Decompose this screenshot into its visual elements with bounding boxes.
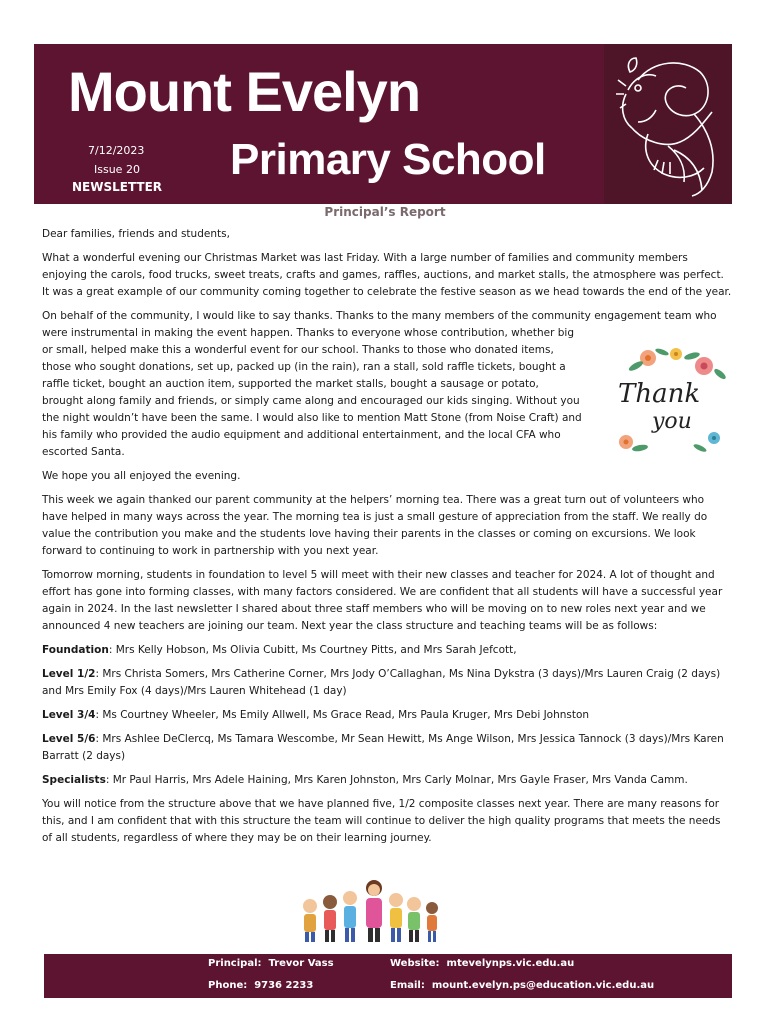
- team-label: Level 5/6: [42, 733, 96, 745]
- team-foundation: [42, 642, 732, 659]
- paragraph-enjoyed: We hope you all enjoyed the evening.: [42, 470, 241, 482]
- website-label: Website:: [390, 958, 440, 969]
- issue-date: 7/12/2023: [88, 144, 145, 157]
- principal-label: Principal:: [208, 958, 262, 969]
- email-link[interactable]: mount.evelyn.ps@education.vic.edu.au: [431, 980, 655, 991]
- masthead: [34, 44, 732, 204]
- thank-text: Thank: [618, 379, 701, 409]
- email-label: Email:: [390, 980, 425, 991]
- phone-info: [208, 980, 313, 991]
- team-label: Level 1/2: [42, 668, 96, 680]
- team-level-1-2: [42, 666, 732, 700]
- team-specialists: [42, 772, 732, 789]
- team-label: Specialists: [42, 774, 106, 786]
- team-members: : Ms Courtney Wheeler, Ms Emily Allwell, Ms Grace Read, Mrs Paula Kruger, Mrs Debi Johnston: [95, 709, 590, 721]
- team-level-5-6: [42, 731, 732, 765]
- you-text: you: [652, 409, 692, 434]
- team-members: : Mrs Kelly Hobson, Ms Olivia Cubitt, Ms Courtney Pitts, and Mrs Sarah Jefcott,: [108, 644, 517, 656]
- thank-you-floral-image: [596, 344, 736, 454]
- report-body: [42, 226, 732, 854]
- issue-number: Issue 20: [94, 163, 140, 176]
- phone-number: 9736 2233: [254, 980, 314, 991]
- emblem-panel: [604, 44, 732, 204]
- email-info: [390, 980, 654, 991]
- paragraph-morning-tea: This week we again thanked our parent community at the helpers’ morning tea. There was a great turn out of volunteers who have helped in many ways across the year. The morning tea is just a small gesture of appreciation from the staff. We really do value the contribution you make and the students love having their parents in the classes or coming on excursions. We look forward to continuing to work in partnership with you next year.: [42, 494, 708, 557]
- principal-info: [208, 958, 334, 969]
- footer-contact-bar: [44, 954, 732, 998]
- team-label: Level 3/4: [42, 709, 96, 721]
- issue-info: [72, 144, 190, 176]
- paragraph-christmas-market: What a wonderful evening our Christmas Market was last Friday. With a large number of families and community members enjoying the carols, food trucks, sweet treats, crafts and games, raffles, auctions, and market stalls, the atmosphere was perfect. It was a great example of our community coming together to celebrate the festive season as we head towards the end of the year.: [42, 252, 732, 298]
- team-members: : Mrs Ashlee DeClercq, Ms Tamara Wescombe, Mr Sean Hewitt, Ms Ange Wilson, Mrs Jessica Tannock (3 days)/Mrs Karen Barratt (2 days): [42, 733, 724, 762]
- school-name-line1: Mount Evelyn: [68, 60, 421, 123]
- paragraph-thanks-part1: On behalf of the community, I would like to say thanks. Thanks to the many members of the community engagement team who were instrumental in making the event happen. Thanks to everyone whose contribution, whether big: [42, 310, 717, 339]
- team-members: : Mr Paul Harris, Mrs Adele Haining, Mrs Karen Johnston, Mrs Carly Molnar, Mrs Gayle Fraser, Mrs Vanda Camm.: [105, 774, 688, 786]
- website-info: [390, 958, 574, 969]
- child-icon: [303, 880, 438, 942]
- school-name-line2: Primary School: [230, 135, 546, 184]
- website-link[interactable]: mtevelynps.vic.edu.au: [446, 958, 575, 969]
- paragraph-classes-2024: Tomorrow morning, students in foundation to level 5 will meet with their new classes and teacher for 2024. A lot of thought and effort has gone into forming classes, with many factors considered. We are confident that all students will have a successful year again in 2024. In the last newsletter I shared about three staff members who will be moving on to new roles next year and we announced 4 new teachers are joining our team. Next year the class structure and teaching teams will be as follows:: [42, 569, 723, 632]
- team-label: Foundation: [42, 644, 109, 656]
- team-members: : Mrs Christa Somers, Mrs Catherine Corner, Mrs Jody O’Callaghan, Ms Nina Dykstra (3 days)/Mrs Lauren Craig (2 days) and Mrs Emily Fox (4 days)/Mrs Lauren Whitehead (1 day): [42, 668, 721, 697]
- principal-name: Trevor Vass: [268, 958, 334, 969]
- phone-label: Phone:: [208, 980, 248, 991]
- bird-emblem-icon: [608, 50, 726, 200]
- children-clipart: [298, 876, 440, 948]
- paragraph-composite: You will notice from the structure above that we have planned five, 1/2 composite classes next year. There are many reasons for this, and I am confident that with this structure the team will continue to deliver the high quality programs that meets the needs of all students, regardless of where they may be on their learning journey.: [42, 798, 721, 844]
- paragraph-thanks-part2: or small, helped make this a wonderful event for our school. Thanks to those who donated items, those who sought donations, set up, packed up (in the rain), ran a stall, sold raffle tickets, bought a raffle ticket, bought an auction item, supported the market stalls, bought a sausage or potato, brought along family and friends, or simply came along and encouraged our kids singing. Without you the night wouldn’t have been the same. I would also like to mention Matt Stone (from Noise Craft) and his family who provided the audio equipment and additional entertainment, and the local CFA who escorted Santa.: [42, 344, 582, 458]
- greeting: Dear families, friends and students,: [42, 228, 230, 240]
- team-level-3-4: [42, 707, 732, 724]
- section-title: Principal’s Report: [324, 205, 446, 219]
- newsletter-label: NEWSLETTER: [72, 180, 163, 194]
